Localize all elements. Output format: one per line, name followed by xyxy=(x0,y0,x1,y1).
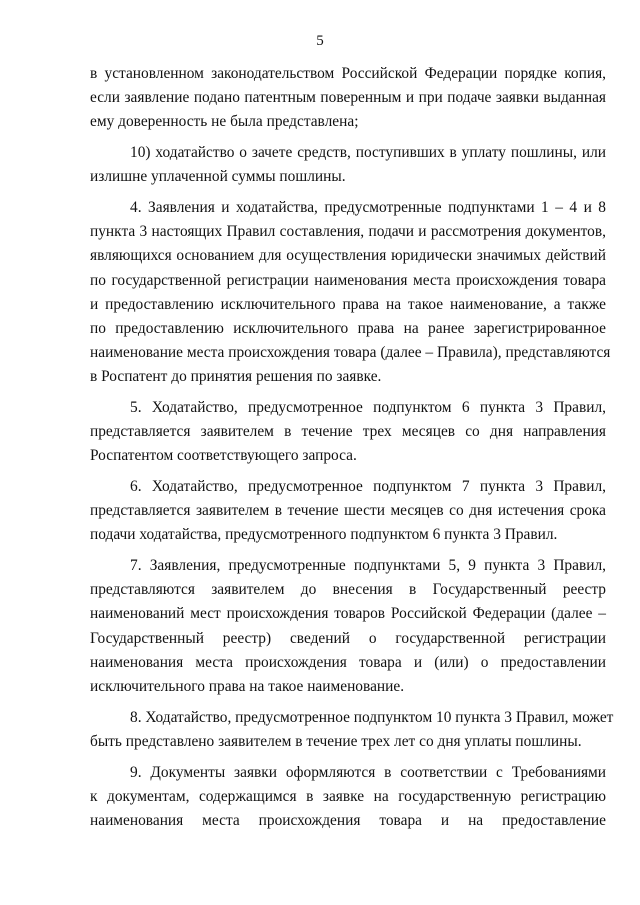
paragraph xyxy=(90,141,606,189)
text-line: излишне уплаченной суммы пошлины. xyxy=(90,168,346,186)
paragraph xyxy=(90,475,606,548)
text-line: 8. Ходатайство, предусмотренное подпунктом 10 пункта 3 Правил, может xyxy=(130,708,614,726)
text-line: исключительного права на такое наименование. xyxy=(90,678,405,695)
text-line: 7. Заявления, предусмотренные подпунктами 5, 9 пункта 3 Правил, xyxy=(130,557,606,575)
text-line: по государственной регистрации наименования места происхождения товара xyxy=(90,271,606,289)
paragraph xyxy=(90,761,606,834)
paragraph xyxy=(90,554,606,699)
document-body xyxy=(90,62,614,833)
text-line: если заявление подано патентным поверенным и при подаче заявки выданная xyxy=(90,89,606,107)
text-line: наименования места происхождения товара и на предоставление xyxy=(90,811,606,829)
paragraph xyxy=(90,706,614,754)
text-line: наименования места происхождения товара и (или) о предоставлении xyxy=(90,653,606,671)
text-line: 5. Ходатайство, предусмотренное подпунктом 6 пункта 3 Правил, xyxy=(130,398,606,416)
text-line: 4. Заявления и ходатайства, предусмотренные подпунктами 1 – 4 и 8 xyxy=(130,198,606,216)
text-line: в Роспатент до принятия решения по заявке. xyxy=(90,368,382,386)
text-line: быть представлено заявителем в течение трех лет со дня уплаты пошлины. xyxy=(90,732,582,750)
text-line: представляются заявителем до внесения в Государственный реестр xyxy=(90,581,606,599)
text-line: наименование места происхождения товара (далее – Правила), представляются xyxy=(90,344,611,362)
text-line: 10) ходатайство о зачете средств, поступивших в уплату пошлины, или xyxy=(130,144,606,162)
text-line: Государственный реестр) сведений о государственной регистрации xyxy=(90,629,606,647)
paragraph xyxy=(90,196,611,390)
text-line: 6. Ходатайство, предусмотренное подпунктом 7 пункта 3 Правил, xyxy=(130,478,606,495)
text-line: в установленном законодательством Российской Федерации порядке копия, xyxy=(90,65,606,82)
text-line: являющихся основанием для осуществления юридически значимых действий xyxy=(90,247,606,265)
text-line: 9. Документы заявки оформляются в соответствии с Требованиями xyxy=(130,763,606,781)
text-line: Роспатентом соответствующего запроса. xyxy=(90,447,357,465)
page-number: 5 xyxy=(316,33,324,49)
text-line: по предоставлению исключительного права на ранее зарегистрированное xyxy=(90,319,606,337)
paragraph xyxy=(90,396,606,469)
text-line: наименований мест происхождения товаров Российской Федерации (далее – xyxy=(90,605,606,623)
text-line: и предоставлению исключительного права на такое наименование, а также xyxy=(90,295,606,313)
text-line: представляется заявителем в течение шести месяцев со дня истечения срока xyxy=(90,502,606,520)
text-line: к документам, содержащимся в заявке на государственную регистрацию xyxy=(90,787,606,805)
text-line: пункта 3 настоящих Правил составления, подачи и рассмотрения документов, xyxy=(90,223,606,241)
text-line: подачи ходатайства, предусмотренного подпунктом 6 пункта 3 Правил. xyxy=(90,526,558,544)
paragraph xyxy=(90,62,606,135)
text-line: ему доверенность не была представлена; xyxy=(90,113,359,131)
text-line: представляется заявителем в течение трех месяцев со дня направления xyxy=(90,423,606,441)
